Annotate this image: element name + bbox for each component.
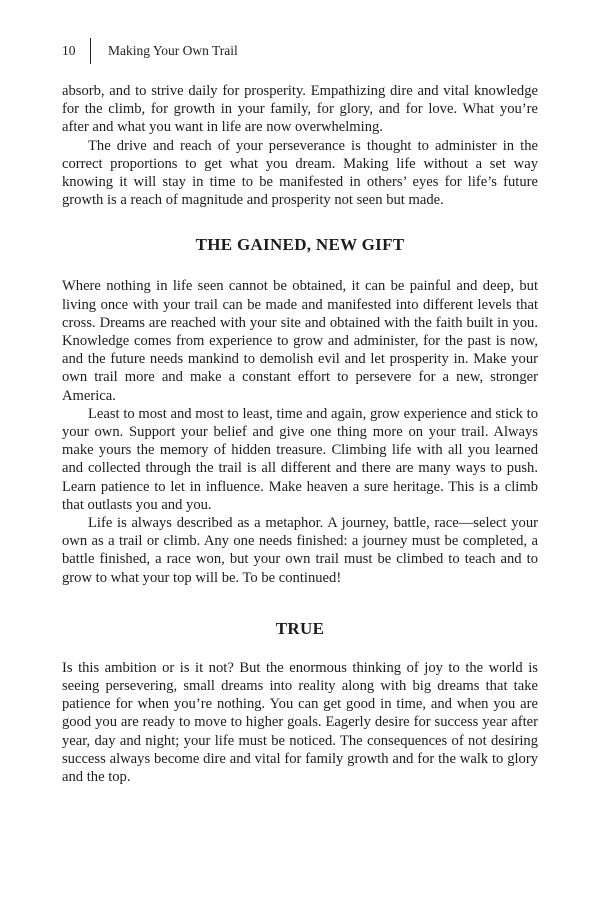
paragraph-intro-2: The drive and reach of your perseverance is thought to administer in the correct proportions to get what you dream. Making life without a set way knowing it will stay in time to be manifested in others’ eyes for life’s future growth is a reach of magnitude and prosperity not seen but made. (62, 137, 538, 209)
paragraph-true-1: Is this ambition or is it not? But the enormous thinking of joy to the world is seeing persevering, small dreams into reality along with big dreams that take patience for when you’re nothing. You can get good in time, and when you are good you are ready to move to higher goals. Eagerly desire for success year after year, day and night; your life must be noticed. The consequences of not desiring success always become dire and vital for family growth and for the walk to glory and the top. (62, 659, 538, 786)
header-divider (90, 38, 91, 64)
paragraph-gift-2: Least to most and most to least, time and again, grow experience and stick to your own. Support your belief and give one thing more on your trail. Always make yours the memory of hidden treasure. Climbing life with all you learned and collected through the trail is all different and there are many ways to push. Learn patience to let in influence. Make heaven a sure heritage. This is a climb that outlasts you and you. (62, 405, 538, 513)
running-head (62, 38, 238, 64)
paragraph-gift-3: Life is always described as a metaphor. A journey, battle, race—select your own as a trail or climb. Any one needs finished: a journey must be completed, a battle finished, a race won, but your own trail must be climbed to teach and to grow to what your top will be. To be continued! (62, 515, 538, 586)
paragraph-intro-1: absorb, and to strive daily for prosperity. Empathizing dire and vital knowledge for the climb, for growth in your family, for glory, and for love. What you’re after and what you want in life are now overwhelming. (62, 83, 538, 136)
section-heading-gained-new-gift: THE GAINED, NEW GIFT (195, 235, 405, 255)
paragraph-gift-1: Where nothing in life seen cannot be obtained, it can be painful and deep, but living once with your trail can be made and manifested into different levels that cross. Dreams are reached with your site and obtained with the faith built in you. Knowledge comes from experience to grow and administer, for the past is now, and the future needs mankind to demolish evil and let prosperity in. Make your own trail more and make a constant effort to persevere for a new, stronger America. (62, 278, 538, 404)
page-number: 10 (62, 43, 76, 58)
book-title: Making Your Own Trail (108, 43, 238, 58)
section-heading-true: TRUE (275, 618, 325, 638)
body-text (62, 82, 538, 786)
